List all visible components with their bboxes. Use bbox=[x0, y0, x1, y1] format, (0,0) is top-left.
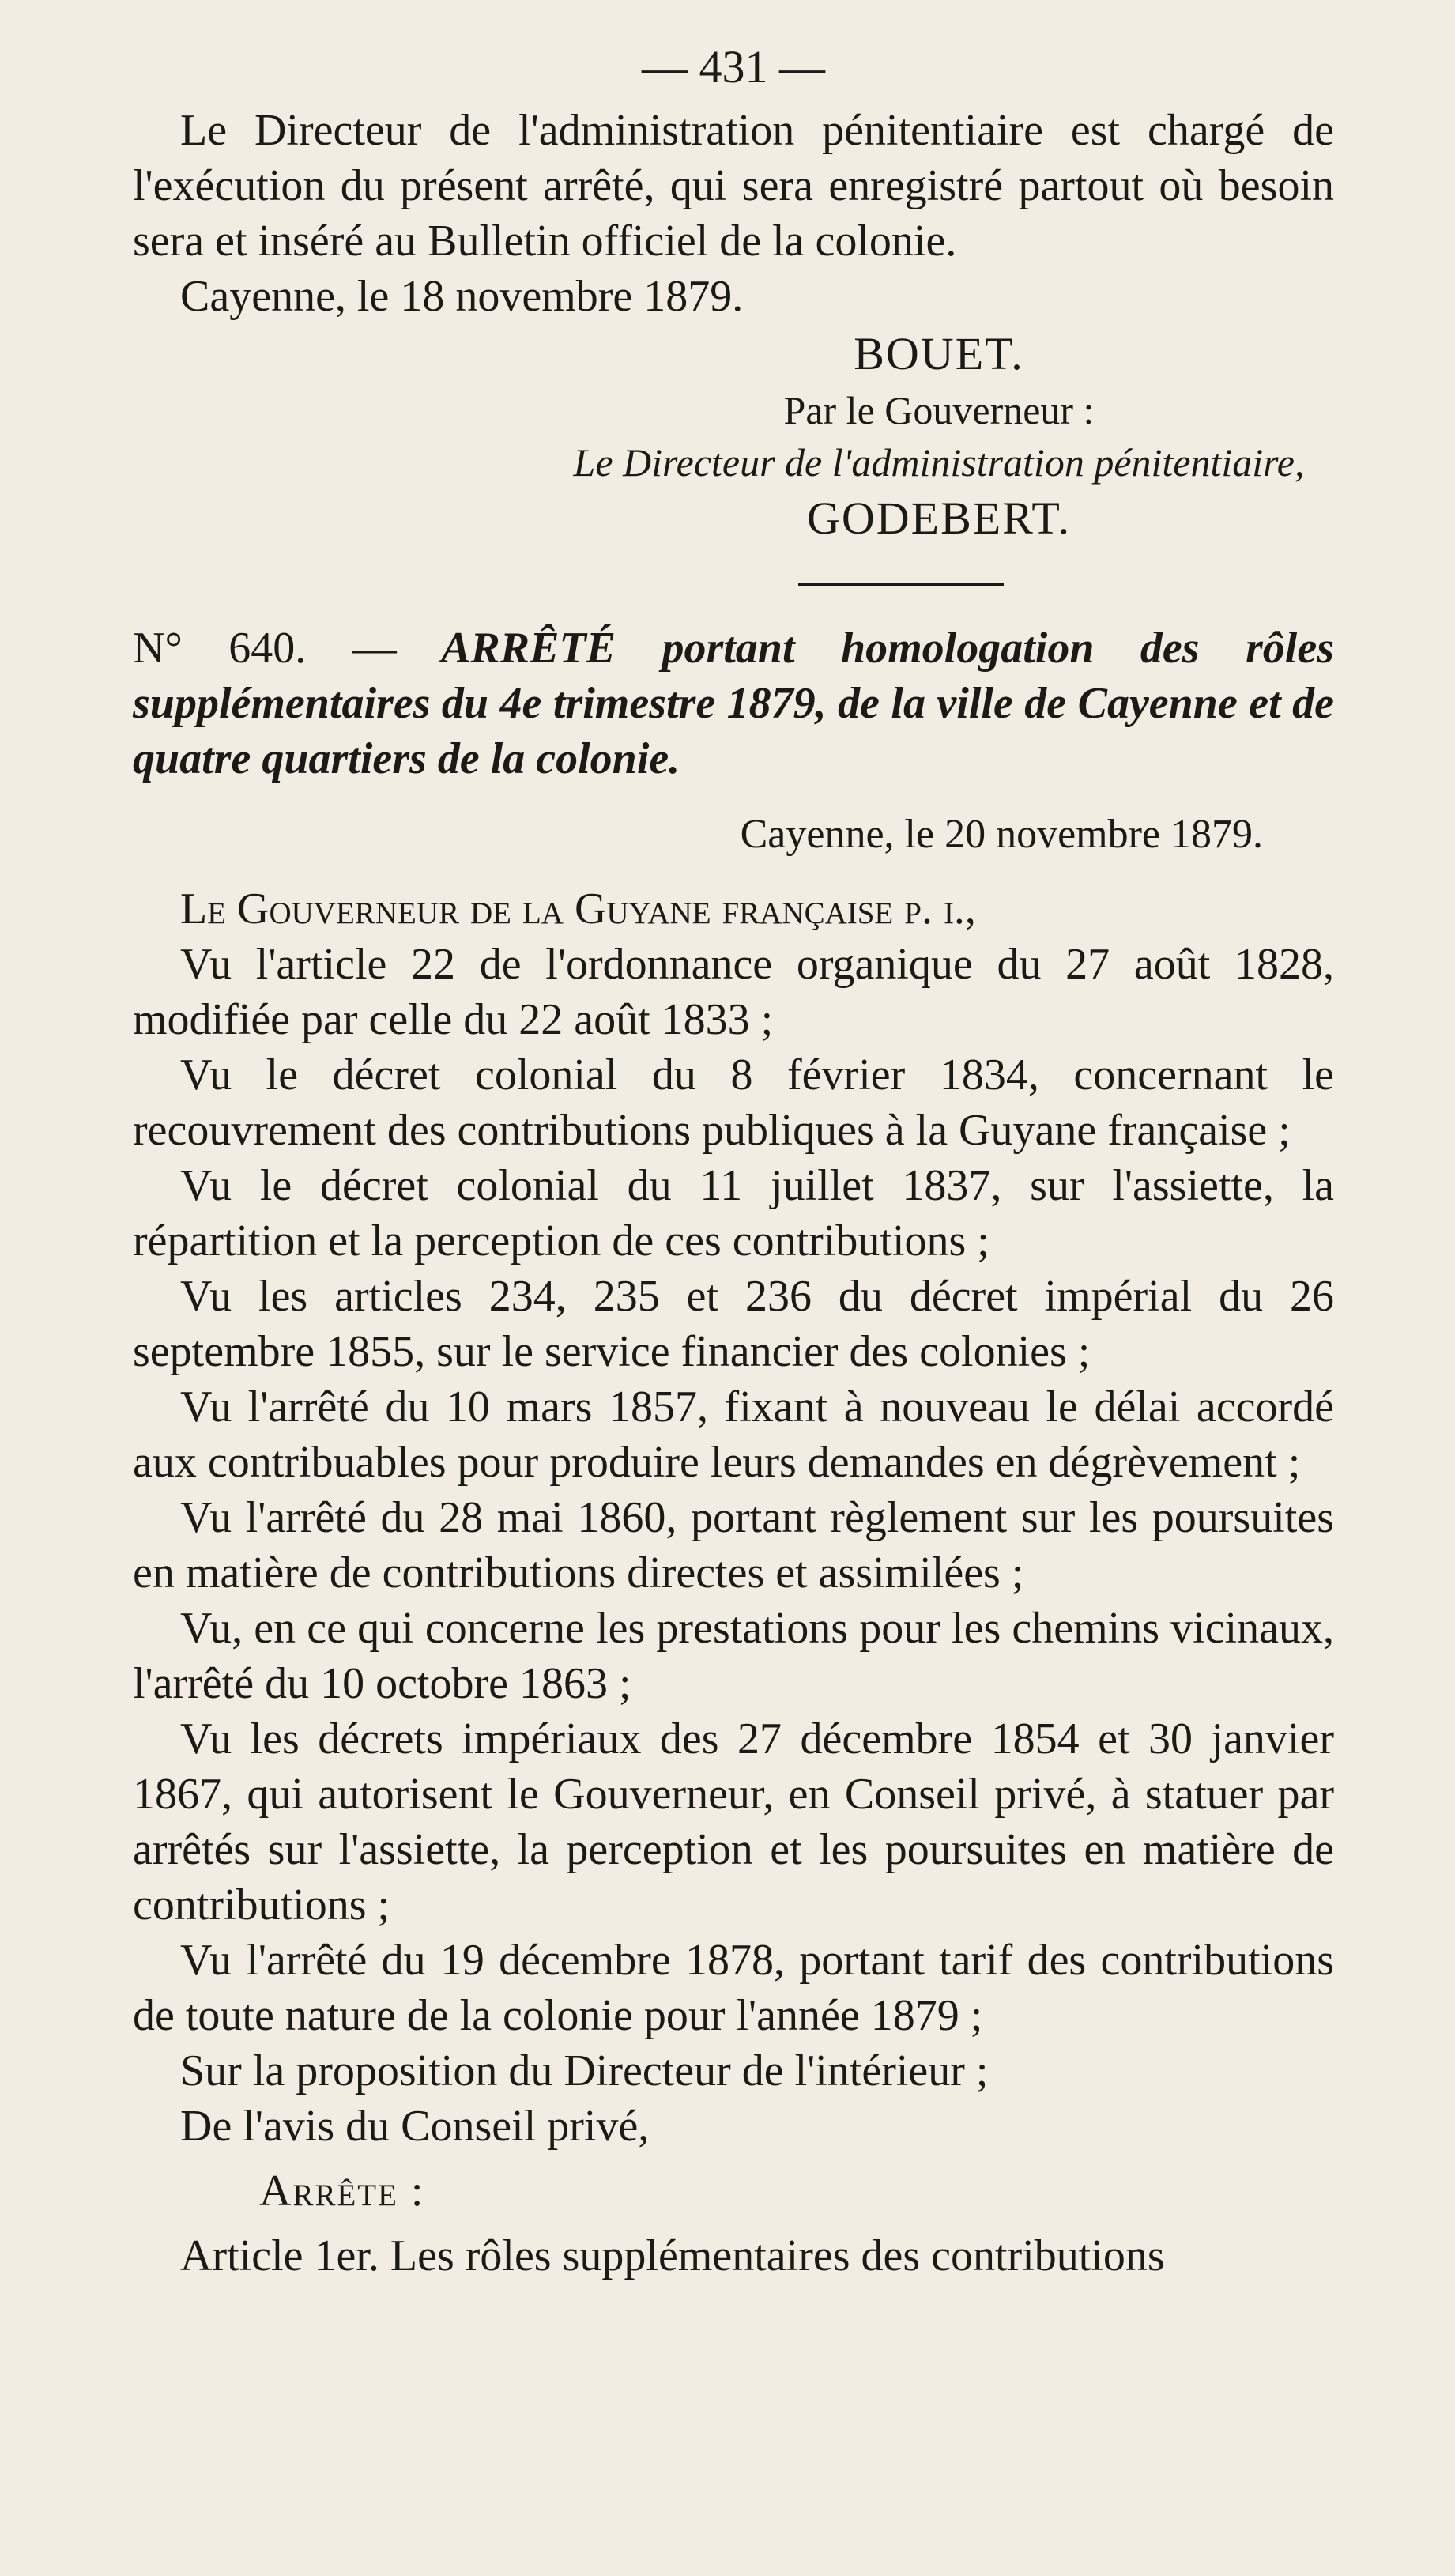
considerants-list bbox=[133, 937, 1334, 2154]
document-page bbox=[133, 32, 1334, 2284]
arrete-heading bbox=[133, 620, 1334, 786]
considerant: Sur la proposition du Directeur de l'intérieur ; bbox=[180, 2046, 989, 2095]
considerant: Vu les décrets impériaux des 27 décembre 1854 et 30 janvier 1867, qui autorisent le Gouverneur, en Conseil privé, à statuer par arrêtés sur l'assiette, la perception et les poursuites en matière de contributions ; bbox=[133, 1714, 1334, 1929]
signature-bouet: BOUET. bbox=[854, 328, 1024, 379]
considerant: Vu l'arrêté du 19 décembre 1878, portant tarif des contributions de toute nature de la colonie pour l'année 1879 ; bbox=[133, 1936, 1334, 2040]
considerant: Vu l'article 22 de l'ordonnance organique du 27 août 1828, modifiée par celle du 22 août 1833 ; bbox=[133, 940, 1334, 1044]
considerant: De l'avis du Conseil privé, bbox=[180, 2102, 650, 2151]
considerant: Vu l'arrêté du 28 mai 1860, portant règlement sur les poursuites en matière de contributions directes et assimilées ; bbox=[133, 1493, 1334, 1597]
considerant: Vu le décret colonial du 8 février 1834, concernant le recouvrement des contributions publiques à la Guyane française ; bbox=[133, 1050, 1334, 1155]
intro-paragraph: Le Directeur de l'administration pénitentiaire est chargé de l'exécution du présent arrêté, qui sera enregistré partout où besoin sera et inséré au Bulletin officiel de la colonie. bbox=[133, 106, 1334, 266]
considerant: Vu l'arrêté du 10 mars 1857, fixant à nouveau le délai accordé aux contribuables pour produire leurs demandes en dégrèvement ; bbox=[133, 1382, 1334, 1487]
article-1: Article 1er. Les rôles supplémentaires des contributions bbox=[180, 2231, 1165, 2280]
place-date-1: Cayenne, le 18 novembre 1879. bbox=[180, 272, 744, 321]
considerant: Vu les articles 234, 235 et 236 du décret impérial du 26 septembre 1855, sur le service financier des colonies ; bbox=[133, 1272, 1334, 1376]
page-number: — 431 — bbox=[642, 41, 825, 92]
considerant: Vu le décret colonial du 11 juillet 1837, sur l'assiette, la répartition et la perception de ces contributions ; bbox=[133, 1161, 1334, 1265]
arrete-title: ARRÊTÉ portant homologation des rôles supplémentaires du 4e trimestre 1879, de la ville de Cayenne et de quatre quartiers de la colonie. bbox=[133, 624, 1334, 783]
directeur-title: Le Directeur de l'administration pénitentiaire, bbox=[573, 440, 1305, 485]
separator-rule bbox=[798, 583, 1004, 586]
arrete-word: Arrête : bbox=[259, 2167, 425, 2216]
considerant: Vu, en ce qui concerne les prestations pour les chemins vicinaux, l'arrêté du 10 octobre 1863 ; bbox=[133, 1604, 1334, 1708]
signature-block bbox=[544, 324, 1334, 549]
gouverneur-line: Le Gouverneur de la Guyane française p. i., bbox=[180, 884, 976, 933]
arrete-number: N° 640. — bbox=[133, 624, 397, 673]
place-date-2: Cayenne, le 20 novembre 1879. bbox=[740, 812, 1263, 857]
signature-godebert: GODEBERT. bbox=[806, 492, 1072, 544]
par-le-gouverneur: Par le Gouverneur : bbox=[783, 388, 1095, 432]
